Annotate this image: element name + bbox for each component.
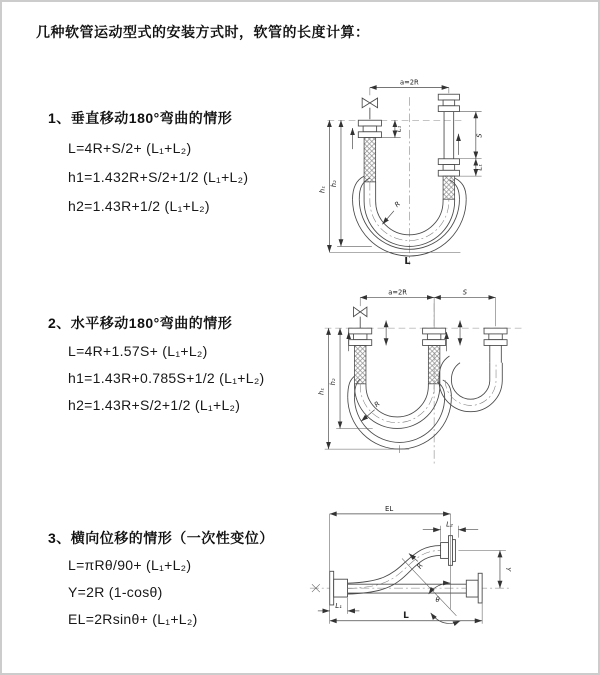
section-1-formula-h2: h2=1.43R+1/2 (L₁+L₂) bbox=[68, 198, 210, 214]
left-flange bbox=[330, 571, 348, 605]
hose-u-bend-original bbox=[348, 376, 452, 449]
dim-label-s: S bbox=[462, 288, 467, 297]
dim-label-y: Y bbox=[503, 567, 512, 572]
dim-label-s: S bbox=[475, 133, 484, 138]
section-1-formula-L: L=4R+S/2+ (L₁+L₂) bbox=[68, 140, 192, 156]
left-pipe bbox=[358, 120, 381, 182]
theta-angle-construction bbox=[402, 558, 460, 623]
dim-label-h1: h₁ bbox=[317, 388, 326, 395]
dimension-l1 bbox=[318, 598, 360, 614]
left-pipe bbox=[349, 328, 372, 384]
section-3-heading: 3、横向位移的情形（一次性变位） bbox=[48, 530, 274, 546]
dim-label-l1-right: L₁ bbox=[475, 164, 484, 171]
dim-label-h2: h₂ bbox=[330, 180, 339, 188]
section-1-formula-h1: h1=1.432R+S/2+1/2 (L₁+L₂) bbox=[68, 169, 249, 185]
dimension-s bbox=[456, 112, 484, 177]
section-1-heading: 1、垂直移动180°弯曲的情形 bbox=[48, 110, 233, 126]
section-3-formula-EL: EL=2Rsinθ+ (L₁+L₂) bbox=[68, 611, 198, 627]
dim-label-h2: h₂ bbox=[329, 378, 338, 386]
dimension-a2r bbox=[370, 79, 449, 96]
dim-label-l1: L₁ bbox=[335, 601, 342, 610]
dim-label-a2r: a=2R bbox=[399, 78, 419, 87]
diagram-lateral-displacement bbox=[302, 502, 594, 655]
dimension-s bbox=[434, 289, 495, 298]
center-tick bbox=[396, 445, 404, 453]
dim-label-el: EL bbox=[384, 504, 394, 513]
dim-label-theta: θ bbox=[435, 595, 440, 604]
dim-label-h1: h₁ bbox=[318, 186, 327, 194]
diagram-horizontal-180-bend bbox=[317, 284, 557, 471]
dim-label-l: L bbox=[403, 610, 409, 621]
dim-label-r: R bbox=[372, 399, 382, 409]
dimension-a2r bbox=[360, 289, 434, 298]
hose-u-bend-moved bbox=[439, 356, 502, 412]
dim-label-a2r: a=2R bbox=[388, 288, 407, 297]
section-2-formula-h1: h1=1.43R+0.785S+1/2 (L₁+L₂) bbox=[68, 370, 265, 386]
middle-pipe bbox=[423, 328, 446, 384]
dimension-l bbox=[330, 601, 482, 624]
section-2-formula-h2: h2=1.43R+S/2+1/2 (L₁+L₂) bbox=[68, 397, 241, 413]
section-3-formula-Y: Y=2R (1-cosθ) bbox=[68, 584, 163, 600]
section-2-formula-L: L=4R+1.57S+ (L₁+L₂) bbox=[68, 343, 208, 359]
dimension-h1 bbox=[319, 120, 461, 252]
dim-label-l: L bbox=[404, 255, 411, 267]
dim-label-l2: L₂ bbox=[446, 520, 453, 529]
section-2-heading: 2、水平移动180°弯曲的情形 bbox=[48, 315, 233, 331]
dim-label-r: R bbox=[415, 561, 425, 571]
valve-icon bbox=[353, 307, 366, 328]
radius-leader bbox=[382, 200, 402, 225]
diagram-vertical-180-bend bbox=[314, 74, 550, 271]
right-pipe bbox=[484, 328, 507, 363]
dimension-el bbox=[330, 505, 451, 624]
dim-label-l1-left: L₁ bbox=[394, 125, 403, 133]
dim-label-r: R bbox=[393, 199, 402, 210]
page-title: 几种软管运动型式的安装方式时，软管的长度计算： bbox=[36, 24, 370, 40]
valve-icon bbox=[362, 98, 377, 119]
right-pipe bbox=[438, 94, 459, 199]
section-3-formula-L: L=πRθ/90+ (L₁+L₂) bbox=[68, 557, 192, 573]
